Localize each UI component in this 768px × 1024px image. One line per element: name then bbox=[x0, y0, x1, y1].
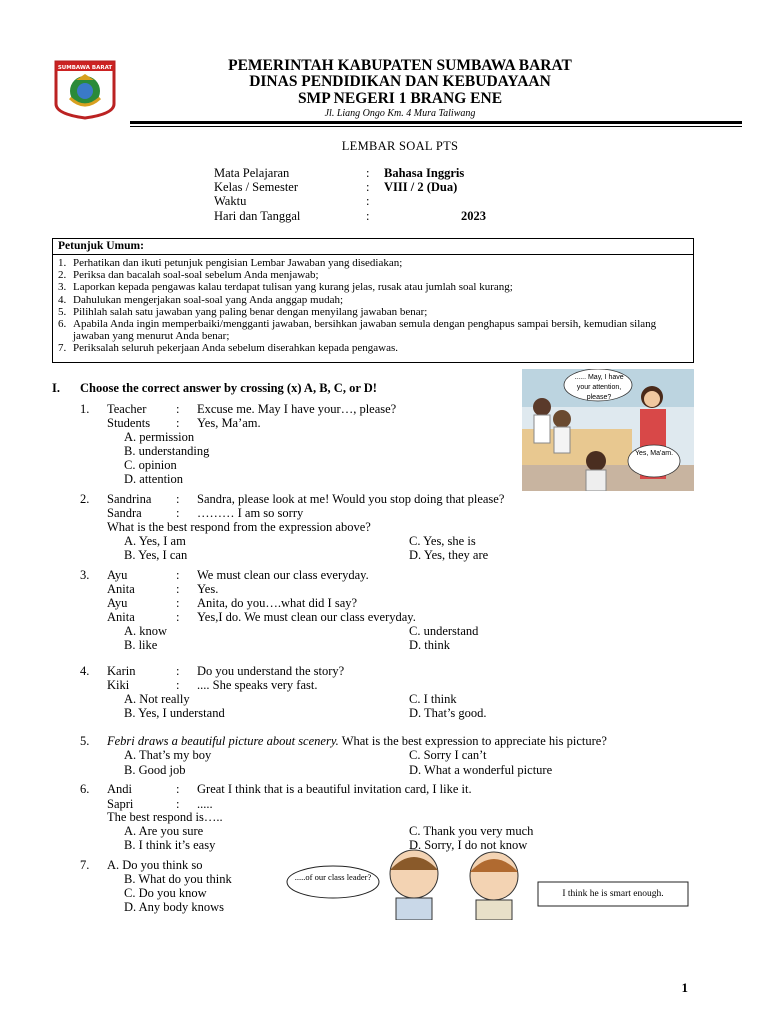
speaker: Andi bbox=[107, 782, 132, 796]
option-d: D. Any body knows bbox=[124, 900, 225, 914]
instruction-item bbox=[53, 257, 693, 269]
question-stem: The best respond is….. bbox=[107, 810, 223, 824]
dialogue-line: ……… I am so sorry bbox=[197, 506, 304, 520]
colon: : bbox=[176, 582, 180, 596]
instruction-text: Periksalah seluruh pekerjaan Anda sebelum diserahkan kepada pengawas. bbox=[73, 342, 398, 355]
header-school: SMP NEGERI 1 BRANG ENE bbox=[297, 90, 503, 107]
option-b: B. I think it’s easy bbox=[124, 838, 216, 852]
option-b: B. Yes, I can bbox=[124, 548, 188, 562]
dialogue-line: Great I think that is a beautiful invitation card, I like it. bbox=[197, 782, 472, 796]
option-a: A. Yes, I am bbox=[124, 534, 186, 548]
instruction-item bbox=[53, 294, 693, 306]
instruction-item bbox=[53, 306, 693, 318]
dialogue-line: Excuse me. May I have your…, please? bbox=[197, 402, 397, 416]
header-address: Jl. Liang Ongo Km. 4 Mura Taliwang bbox=[324, 108, 476, 119]
instruction-number: 4. bbox=[58, 293, 67, 306]
header-government: PEMERINTAH KABUPATEN SUMBAWA BARAT bbox=[228, 57, 572, 74]
instruction-number: 6. bbox=[58, 318, 67, 331]
speaker: Sapri bbox=[107, 797, 134, 811]
instruction-number: 2. bbox=[58, 269, 67, 282]
section-instruction: Choose the correct answer by crossing (x) A, B, C, or D! bbox=[80, 381, 377, 395]
speaker: Sandrina bbox=[107, 492, 152, 506]
question-number: 5. bbox=[80, 734, 90, 748]
instructions-heading: Petunjuk Umum: bbox=[53, 239, 693, 255]
speaker: Teacher bbox=[107, 402, 147, 416]
colon: : bbox=[176, 678, 180, 692]
colon: : bbox=[176, 596, 180, 610]
info-subject-label: Mata Pelajaran bbox=[214, 166, 290, 180]
colon: : bbox=[176, 492, 180, 506]
question-number: 4. bbox=[80, 664, 90, 678]
option-c: C. I think bbox=[409, 692, 457, 706]
instruction-text: Perhatikan dan ikuti petunjuk pengisian Lembar Jawaban yang disediakan; bbox=[73, 257, 403, 269]
option-b: B. What do you think bbox=[124, 872, 232, 886]
instruction-text: Apabila Anda ingin memperbaiki/mengganti jawaban, bersihkan jawaban semula dengan penghapus sampai bersih, kemudian silang jawaban yang menurut Anda benar; bbox=[73, 318, 657, 343]
option-c: C. opinion bbox=[124, 458, 177, 472]
instruction-item bbox=[53, 342, 693, 354]
question-number: 2. bbox=[80, 492, 90, 506]
instruction-number: 1. bbox=[58, 257, 67, 269]
regency-logo bbox=[52, 58, 118, 120]
dialogue-line: Yes, Ma’am. bbox=[197, 416, 261, 430]
question-number: 1. bbox=[80, 402, 90, 416]
right-boy-speech-bubble: I think he is smart enough. bbox=[562, 889, 664, 899]
instruction-number: 3. bbox=[58, 281, 67, 294]
two-boys-illustration bbox=[278, 844, 690, 920]
info-date-label: Hari dan Tanggal bbox=[214, 209, 301, 223]
info-date-value: 2023 bbox=[461, 209, 486, 223]
speaker: Kiki bbox=[107, 678, 130, 692]
option-c: C. understand bbox=[409, 624, 479, 638]
colon: : bbox=[176, 610, 180, 624]
option-b: B. Yes, I understand bbox=[124, 706, 225, 720]
question-number: 6. bbox=[80, 782, 90, 796]
info-colon: : bbox=[366, 209, 370, 223]
colon: : bbox=[176, 568, 180, 582]
header-department: DINAS PENDIDIKAN DAN KEBUDAYAAN bbox=[249, 73, 551, 90]
option-a: A. Not really bbox=[124, 692, 190, 706]
option-a: A. permission bbox=[124, 430, 195, 444]
option-c: C. Sorry I can’t bbox=[409, 748, 487, 762]
speaker: Ayu bbox=[107, 596, 128, 610]
colon: : bbox=[176, 782, 180, 796]
colon: : bbox=[176, 797, 180, 811]
question-number: 3. bbox=[80, 568, 90, 582]
instruction-text: Pilihlah salah satu jawaban yang paling benar dengan menyilang jawaban benar; bbox=[73, 305, 428, 318]
option-b: B. understanding bbox=[124, 444, 210, 458]
speaker: Ayu bbox=[107, 568, 128, 582]
option-d: D. That’s good. bbox=[409, 706, 487, 720]
info-class-label: Kelas / Semester bbox=[214, 180, 299, 194]
instruction-number: 5. bbox=[58, 305, 67, 318]
colon: : bbox=[176, 402, 180, 416]
document-title: LEMBAR SOAL PTS bbox=[341, 139, 459, 153]
speaker: Students bbox=[107, 416, 151, 430]
info-colon: : bbox=[366, 180, 370, 194]
left-boy-speech-bubble: .....of our class leader? bbox=[294, 872, 372, 882]
instructions-list bbox=[53, 257, 693, 355]
instruction-item bbox=[53, 318, 693, 342]
dialogue-line: ..... bbox=[197, 797, 213, 811]
section-number: I. bbox=[52, 381, 60, 395]
option-c: C. Do you know bbox=[124, 886, 207, 900]
dialogue-line: We must clean our class everyday. bbox=[197, 568, 369, 582]
colon: : bbox=[176, 664, 180, 678]
speaker: Anita bbox=[107, 610, 135, 624]
option-d: D. What a wonderful picture bbox=[409, 763, 553, 777]
option-d: D. Sorry, I do not know bbox=[409, 838, 528, 852]
option-a: A. Do you think so bbox=[107, 858, 203, 872]
dialogue-line: .... She speaks very fast. bbox=[197, 678, 318, 692]
option-a: A. know bbox=[124, 624, 168, 638]
option-b: B. Good job bbox=[124, 763, 186, 777]
page-number: 1 bbox=[681, 980, 688, 995]
dialogue-line: Anita, do you….what did I say? bbox=[197, 596, 358, 610]
two-boys-drawing bbox=[278, 844, 690, 920]
option-c: C. Thank you very much bbox=[409, 824, 534, 838]
option-a: A. That’s my boy bbox=[124, 748, 212, 762]
header-rule-thick bbox=[130, 121, 742, 124]
info-colon: : bbox=[366, 166, 370, 180]
info-subject-value: Bahasa Inggris bbox=[384, 166, 465, 180]
question-stem: What is the best respond from the expression above? bbox=[107, 520, 371, 534]
teacher-speech-bubble: ...... May, I have your attention, please? bbox=[574, 374, 624, 401]
option-c: C. Yes, she is bbox=[409, 534, 476, 548]
dialogue-line: Yes. bbox=[197, 582, 219, 596]
question-stem bbox=[107, 734, 607, 748]
option-b: B. like bbox=[124, 638, 158, 652]
dialogue-line: Yes,I do. We must clean our class everyday. bbox=[197, 610, 416, 624]
header-rule-thin bbox=[130, 126, 742, 127]
info-time-label: Waktu bbox=[214, 194, 247, 208]
speaker: Sandra bbox=[107, 506, 142, 520]
colon: : bbox=[176, 416, 180, 430]
info-colon: : bbox=[366, 194, 370, 208]
instruction-text: Laporkan kepada pengawas kalau terdapat tulisan yang kurang jelas, rusak atau jumlah soal kurang; bbox=[73, 281, 513, 294]
colon: : bbox=[176, 506, 180, 520]
option-a: A. Are you sure bbox=[124, 824, 204, 838]
option-d: D. Yes, they are bbox=[409, 548, 489, 562]
stem-italic: Febri draws a beautiful picture about scenery. bbox=[107, 734, 339, 748]
instruction-item bbox=[53, 269, 693, 281]
instruction-text: Periksa dan bacalah soal-soal sebelum Anda menjawab; bbox=[73, 269, 319, 282]
speaker: Karin bbox=[107, 664, 136, 678]
speaker: Anita bbox=[107, 582, 135, 596]
dialogue-line: Sandra, please look at me! Would you stop doing that please? bbox=[197, 492, 505, 506]
instruction-number: 7. bbox=[58, 342, 67, 355]
option-d: D. think bbox=[409, 638, 450, 652]
instructions-box bbox=[52, 238, 694, 363]
student-speech-bubble: Yes, Ma'am. bbox=[634, 450, 674, 457]
option-d: D. attention bbox=[124, 472, 184, 486]
instruction-text: Dahulukan mengerjakan soal-soal yang Anda anggap mudah; bbox=[73, 293, 344, 306]
dialogue-line: Do you understand the story? bbox=[197, 664, 345, 678]
info-class-value: VIII / 2 (Dua) bbox=[384, 180, 458, 194]
question-number: 7. bbox=[80, 858, 90, 872]
instruction-item bbox=[53, 281, 693, 293]
stem-text: What is the best expression to appreciate his picture? bbox=[338, 734, 607, 748]
logo-text: SUMBAWA BARAT bbox=[57, 65, 113, 71]
classroom-illustration bbox=[522, 369, 694, 491]
